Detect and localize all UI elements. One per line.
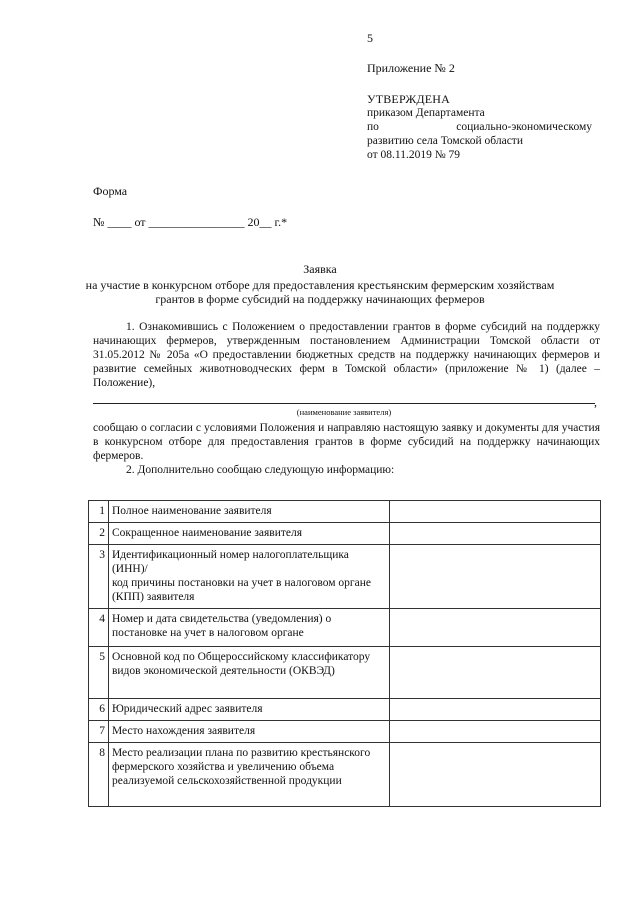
row-number: 1 — [89, 501, 109, 523]
row-label: Полное наименование заявителя — [108, 501, 389, 523]
approval-line-3-word1: по — [367, 121, 379, 133]
paragraph-1: 1. Ознакомившись с Положением о предоставлении грантов в форме субсидий на поддержку начинающих фермеров, утвержденным постановлением Администрации Томской области от 31.05.2012 № 205а «О предоставлении бюджетных средств на поддержку начинающих фермеров и развитие семейных животноводческих ферм в Томской области» (приложение № 1) (далее – Положение), — [93, 321, 600, 389]
appendix-label: Приложение № 2 — [367, 61, 455, 75]
row-value-cell[interactable] — [389, 699, 600, 721]
applicant-name-fill-line — [93, 403, 595, 404]
table-row — [89, 699, 601, 721]
approval-line-4: развитию села Томской области — [367, 135, 523, 147]
page-number: 5 — [367, 31, 373, 45]
row-label: Идентификационный номер налогоплательщика (ИНН)/ код причины постановки на учет в налоговом органе (КПП) заявителя — [108, 545, 389, 609]
approval-line-2: приказом Департамента — [367, 107, 485, 119]
table-row — [89, 647, 601, 699]
row-label: Место реализации плана по развитию крестьянского фермерского хозяйства и увеличению объема реализуемой сельскохозяйственной продукции — [108, 743, 389, 807]
title-line-2: грантов в форме субсидий на поддержку начинающих фермеров — [155, 292, 485, 306]
table-row — [89, 523, 601, 545]
fill-line-comma: , — [594, 395, 597, 409]
title-heading: Заявка — [303, 262, 337, 276]
applicant-name-caption: (наименование заявителя) — [296, 407, 392, 417]
row-number: 2 — [89, 523, 109, 545]
row-number: 6 — [89, 699, 109, 721]
form-number-line: № ____ от ________________ 20__ г.* — [93, 215, 288, 229]
row-value-cell[interactable] — [389, 501, 600, 523]
row-label: Место нахождения заявителя — [108, 721, 389, 743]
table-row — [89, 743, 601, 807]
title-line-1: на участие в конкурсном отборе для предоставления крестьянским фермерским хозяйствам — [85, 278, 555, 292]
row-value-cell[interactable] — [389, 647, 600, 699]
row-number: 5 — [89, 647, 109, 699]
form-label: Форма — [93, 184, 128, 198]
row-value-cell[interactable] — [389, 545, 600, 609]
intro-paragraph — [93, 320, 600, 390]
row-label: Номер и дата свидетельства (уведомления) о постановке на учет в налоговом органе — [108, 609, 389, 647]
row-number: 7 — [89, 721, 109, 743]
document-title — [80, 262, 560, 306]
consent-paragraph — [93, 421, 600, 463]
table-row — [89, 609, 601, 647]
table-row — [89, 721, 601, 743]
approval-title: УТВЕРЖДЕНА — [367, 92, 451, 106]
row-label: Основной код по Общероссийскому классификатору видов экономической деятельности (ОКВЭД) — [108, 647, 389, 699]
row-value-cell[interactable] — [389, 523, 600, 545]
row-value-cell[interactable] — [389, 609, 600, 647]
row-value-cell[interactable] — [389, 743, 600, 807]
applicant-info-table-body — [89, 501, 601, 807]
approval-line-3-word2: социально-экономическому — [456, 121, 592, 133]
row-value-cell[interactable] — [389, 721, 600, 743]
row-label: Сокращенное наименование заявителя — [108, 523, 389, 545]
applicant-info-table — [88, 500, 601, 807]
paragraph-2: сообщаю о согласии с условиями Положения и направляю настоящую заявку и документы для участия в конкурсном отборе для предоставления грантов в форме субсидий на поддержку начинающих фермеров. — [93, 422, 600, 462]
row-number: 3 — [89, 545, 109, 609]
approval-line-5: от 08.11.2019 № 79 — [367, 149, 461, 161]
table-row — [89, 545, 601, 609]
row-number: 8 — [89, 743, 109, 807]
table-row — [89, 501, 601, 523]
row-label: Юридический адрес заявителя — [108, 699, 389, 721]
row-number: 4 — [89, 609, 109, 647]
approval-line-3 — [367, 120, 592, 134]
paragraph-3: 2. Дополнительно сообщаю следующую информацию: — [126, 464, 395, 476]
approval-block — [367, 92, 592, 162]
